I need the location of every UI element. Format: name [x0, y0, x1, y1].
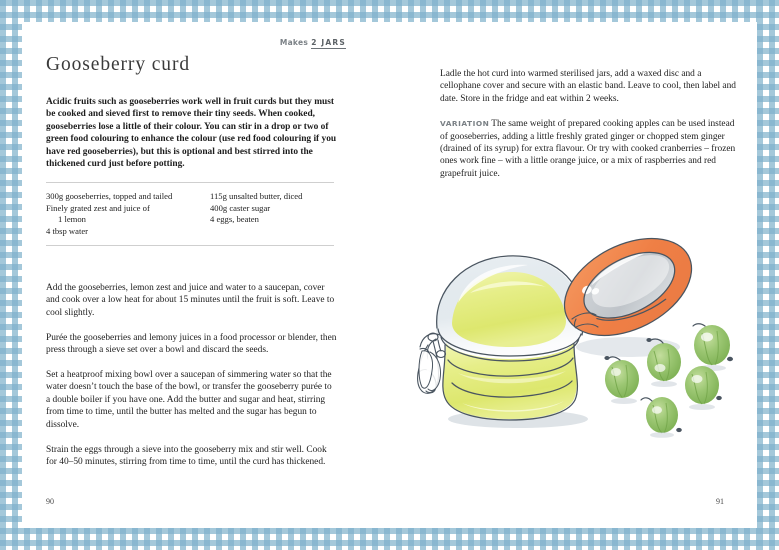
gingham-border-right — [757, 0, 779, 550]
recipe-title: Gooseberry curd — [46, 54, 190, 75]
gingham-border-left — [0, 0, 22, 550]
ingredients-columns — [46, 183, 334, 245]
method-step: Set a heatproof mixing bowl over a saucepan of simmering water so that the water doesn’t touch the base of the bowl, or transfer the gooseberry purée to a double boiler if you have one. Add the butter and sugar and heat, stirring from time to time, until the butter has melted and the sugar has begun to dissolve. — [46, 370, 332, 430]
ingredients-block — [46, 182, 334, 246]
glass-jar — [418, 256, 583, 420]
method-steps — [46, 282, 338, 468]
ingredient-item: 4 tbsp water — [46, 225, 89, 236]
gooseberry — [641, 397, 682, 438]
left-page-column — [46, 22, 346, 528]
makes-quantity: 2 JARS — [311, 38, 346, 47]
spread-content — [22, 22, 757, 528]
ingredient-item: 1 lemon — [58, 214, 86, 225]
method-step: Add the gooseberries, lemon zest and juice and water to a saucepan, cover and cook over a low heat for about 15 minutes until the fruit is soft. Leave to cool slightly. — [46, 283, 335, 318]
makes-label: Makes — [279, 38, 309, 47]
ingredients-column-1 — [46, 191, 210, 237]
method-step-continued: Ladle the hot curd into warmed sterilised jars, add a waxed disc and a cellophane cover and secure with an elastic band. Leave to cool, then label and date. Store in the fridge and eat within 2 weeks. — [440, 69, 736, 104]
recipe-intro: Acidic fruits such as gooseberries work well in fruit curds but they must be cooked and sieved first to remove their tiny seeds. When cooked, gooseberries lose a little of their colour. You can stir in a drop or two of green food colouring to enhance the colour (use red food colouring if you have red gooseberries), but this is optional and best stirred into the thickened curd just before potting. — [46, 97, 337, 170]
makes-yield — [46, 38, 346, 47]
right-page-text — [440, 68, 736, 193]
ingredients-column-2 — [210, 191, 334, 237]
gingham-border-bottom — [0, 528, 779, 550]
variation-paragraph — [440, 118, 736, 180]
variation-text: The same weight of prepared cooking apples can be used instead of gooseberries, adding a little freshly grated ginger or chopped stem ginger (drained of its syrup) for extra flavour. Or try with cooked cranberries – frozen ones work fine – with a little orange juice, or a mix of raspberries and red grapefruit juice. — [440, 119, 736, 179]
ingredient-item: 300g gooseberries, topped and tailed — [46, 191, 173, 201]
ingredient-item: 115g unsalted butter, diced — [210, 191, 303, 201]
gooseberry-curd-jar-illustration — [400, 227, 755, 452]
ingredient-item: 400g caster sugar — [210, 202, 271, 213]
gooseberry — [693, 324, 733, 371]
ingredient-item: Finely grated zest and juice of — [46, 202, 150, 213]
gingham-border-top — [0, 0, 779, 22]
gooseberry — [604, 356, 639, 404]
page-number-right: 91 — [716, 497, 724, 506]
page-number-left: 90 — [46, 497, 54, 506]
gooseberry — [685, 366, 722, 410]
method-step: Purée the gooseberries and lemony juices in a food processor or blender, then press through a sieve set over a bowl and discard the seeds. — [46, 332, 337, 356]
variation-label: VARIATION — [440, 119, 490, 129]
ingredients-rule-bottom — [46, 245, 334, 246]
method-step: Strain the eggs through a sieve into the gooseberry mix and stir well. Cook for 40–50 minutes, stirring from time to time, until the curd has thickened. — [46, 444, 327, 467]
ingredient-item: 4 eggs, beaten — [210, 214, 259, 225]
